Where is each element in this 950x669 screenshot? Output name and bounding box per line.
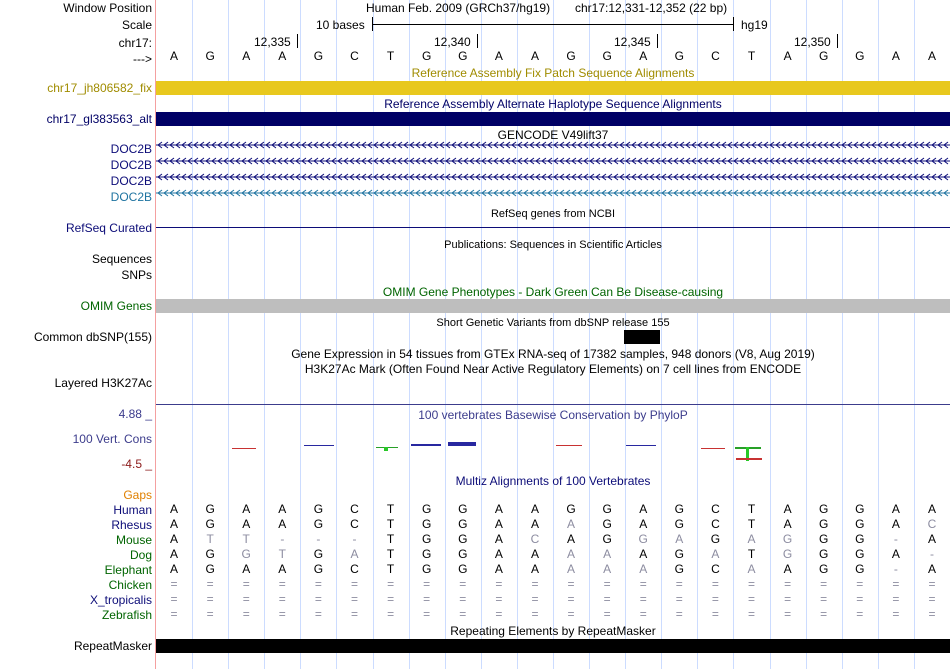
- alignment-base: =: [856, 577, 864, 591]
- alignment-base: G: [819, 562, 829, 576]
- alignment-base: A: [783, 502, 792, 516]
- alignment-base: =: [242, 577, 250, 591]
- alignment-base: C: [927, 517, 937, 531]
- alignment-base: G: [566, 502, 576, 516]
- alignment-base: A: [783, 562, 792, 576]
- alignment-base: A: [675, 532, 684, 546]
- sequence-base: A: [530, 49, 539, 63]
- track-title[interactable]: Short Genetic Variants from dbSNP release 155: [436, 317, 670, 329]
- alignment-base: G: [855, 502, 865, 516]
- track-label[interactable]: Elephant: [104, 563, 152, 577]
- alignment-base: =: [387, 577, 395, 591]
- alignment-base: G: [782, 547, 793, 561]
- track-label[interactable]: Common dbSNP(155): [33, 330, 152, 344]
- alignment-base: =: [206, 577, 214, 591]
- track-title[interactable]: 100 vertebrates Basewise Conservation by PhyloP: [418, 408, 688, 422]
- alignment-base: G: [855, 547, 865, 561]
- alignment-base: =: [423, 577, 431, 591]
- alignment-base: A: [567, 517, 576, 531]
- sequence-base: G: [819, 49, 829, 63]
- track-label[interactable]: DOC2B: [110, 174, 152, 188]
- sequence-base: A: [891, 49, 900, 63]
- phylop-mark: [411, 444, 441, 446]
- conservation-top-line: [156, 404, 950, 405]
- alignment-base: A: [891, 547, 900, 561]
- alignment-base: =: [495, 577, 503, 591]
- track-label[interactable]: 4.88 _: [118, 407, 152, 421]
- alignment-base: =: [278, 607, 286, 621]
- alignment-base: C: [350, 502, 359, 516]
- alignment-base: =: [820, 607, 828, 621]
- alignment-base: A: [278, 517, 287, 531]
- alignment-base: A: [567, 547, 576, 561]
- alignment-base: G: [819, 532, 829, 546]
- alignment-base: A: [567, 562, 576, 576]
- alignment-base: A: [639, 562, 648, 576]
- alignment-base: A: [350, 547, 359, 561]
- alignment-base: G: [819, 502, 829, 516]
- alignment-base: =: [928, 592, 936, 606]
- alignment-base: =: [928, 607, 936, 621]
- alignment-base: =: [784, 592, 792, 606]
- alignment-base: =: [711, 607, 719, 621]
- phylop-mark: [304, 445, 334, 446]
- alignment-base: G: [422, 532, 432, 546]
- sequence-base: A: [278, 49, 287, 63]
- scale-bar: [372, 24, 734, 25]
- alignment-base: T: [386, 562, 395, 576]
- ruler-tick: [837, 34, 838, 48]
- track-label[interactable]: DOC2B: [110, 190, 152, 204]
- alignment-base: =: [675, 577, 683, 591]
- alignment-base: =: [423, 592, 431, 606]
- alignment-base: -: [893, 562, 898, 576]
- alignment-base: =: [820, 577, 828, 591]
- phylop-mark: [448, 442, 476, 446]
- alignment-base: =: [314, 577, 322, 591]
- alignment-base: =: [856, 592, 864, 606]
- ruler-tick: [477, 34, 478, 48]
- scale-bar-right-tick: [733, 17, 734, 31]
- alignment-base: G: [241, 547, 251, 561]
- sequence-base: G: [205, 49, 215, 63]
- alignment-base: T: [386, 532, 395, 546]
- track-label[interactable]: Rhesus: [111, 518, 152, 532]
- sequence-base: G: [422, 49, 432, 63]
- assembly-title: Human Feb. 2009 (GRCh37/hg19): [366, 1, 551, 15]
- sequence-base: A: [494, 49, 503, 63]
- track-title[interactable]: H3K27Ac Mark (Often Found Near Active Regulatory Elements) on 7 cell lines from ENCODE: [304, 362, 802, 376]
- scale-db-label: hg19: [741, 18, 768, 32]
- dbsnp-variant[interactable]: [624, 330, 660, 344]
- alignment-base: A: [494, 562, 503, 576]
- alignment-base: =: [567, 607, 575, 621]
- alignment-base: A: [927, 502, 936, 516]
- alignment-base: A: [603, 547, 612, 561]
- alignment-base: A: [639, 502, 648, 516]
- alignment-base: =: [314, 592, 322, 606]
- alignment-base: =: [856, 607, 864, 621]
- track-label[interactable]: -4.5 _: [121, 457, 152, 471]
- track-label[interactable]: Chicken: [108, 578, 152, 592]
- alignment-base: A: [567, 532, 576, 546]
- alignment-base: C: [350, 562, 359, 576]
- track-label[interactable]: chr17_gl383563_alt: [46, 112, 152, 126]
- alignment-base: =: [459, 577, 467, 591]
- track-label[interactable]: 100 Vert. Cons: [72, 432, 152, 446]
- alignment-base: =: [747, 577, 755, 591]
- alignment-base: -: [316, 532, 321, 546]
- alignment-base: G: [313, 562, 324, 576]
- sequence-base: G: [313, 49, 324, 63]
- alignment-base: G: [674, 547, 684, 561]
- ruler-position-label: 12,340: [434, 35, 471, 49]
- alignment-base: G: [422, 502, 432, 516]
- alignment-base: A: [278, 562, 287, 576]
- alignment-base: G: [313, 517, 324, 531]
- alignment-base: T: [242, 532, 250, 546]
- alignment-base: -: [280, 532, 285, 546]
- alignment-base: -: [893, 532, 898, 546]
- alignment-base: =: [495, 592, 503, 606]
- alignment-base: A: [530, 547, 539, 561]
- sequence-base: A: [242, 49, 251, 63]
- alignment-base: =: [242, 607, 250, 621]
- track-label[interactable]: DOC2B: [110, 158, 152, 172]
- sequence-base: G: [674, 49, 684, 63]
- refseq-line[interactable]: [156, 227, 950, 228]
- alignment-base: T: [386, 502, 395, 516]
- alignment-base: G: [855, 562, 865, 576]
- alignment-base: =: [350, 607, 358, 621]
- track-title[interactable]: Repeating Elements by RepeatMasker: [450, 624, 656, 638]
- track-title[interactable]: Multiz Alignments of 100 Vertebrates: [455, 474, 651, 488]
- alignment-base: A: [494, 502, 503, 516]
- alignment-base: =: [567, 592, 575, 606]
- alignment-base: A: [783, 517, 792, 531]
- alignment-base: G: [205, 502, 215, 516]
- alignment-base: =: [675, 607, 683, 621]
- track-label[interactable]: X_tropicalis: [89, 593, 152, 607]
- sequence-base: G: [566, 49, 576, 63]
- alignment-base: T: [747, 517, 756, 531]
- alignment-base: G: [422, 562, 432, 576]
- phylop-mark: [384, 447, 388, 451]
- track-title[interactable]: GENCODE V49lift37: [497, 128, 609, 142]
- track-label[interactable]: Human: [113, 503, 152, 517]
- alignment-base: G: [458, 502, 468, 516]
- alignment-base: =: [495, 607, 503, 621]
- alignment-base: G: [422, 547, 432, 561]
- alignment-base: =: [784, 607, 792, 621]
- alignment-base: A: [242, 502, 251, 516]
- track-label[interactable]: Window Position: [63, 1, 152, 15]
- alignment-base: =: [206, 607, 214, 621]
- scale-label: 10 bases: [316, 18, 365, 32]
- track-image-panel[interactable]: [156, 0, 950, 669]
- alignment-base: A: [494, 547, 503, 561]
- sequence-base: T: [747, 49, 756, 63]
- track-label[interactable]: RepeatMasker: [73, 639, 152, 653]
- alignment-base: A: [278, 502, 287, 516]
- track-label[interactable]: Zebrafish: [101, 608, 152, 622]
- alignment-base: =: [639, 607, 647, 621]
- alignment-base: =: [567, 577, 575, 591]
- track-title[interactable]: Gene Expression in 54 tissues from GTEx RNA-seq of 17382 samples, 948 donors (V8, Aug 2019): [291, 347, 815, 361]
- alignment-base: T: [386, 517, 395, 531]
- alignment-base: A: [747, 562, 756, 576]
- alignment-base: =: [820, 592, 828, 606]
- alignment-base: =: [784, 577, 792, 591]
- track-label[interactable]: DOC2B: [110, 142, 152, 156]
- phylop-conservation-plot[interactable]: [156, 430, 950, 470]
- alignment-base: A: [170, 532, 179, 546]
- alignment-base: A: [494, 517, 503, 531]
- alignment-base: =: [170, 607, 178, 621]
- alignment-base: -: [929, 547, 934, 561]
- alignment-base: =: [170, 592, 178, 606]
- alignment-base: A: [170, 562, 179, 576]
- ruler-position-label: 12,345: [614, 35, 651, 49]
- alignment-base: G: [602, 517, 612, 531]
- alignment-base: =: [459, 607, 467, 621]
- alignment-base: =: [747, 607, 755, 621]
- alignment-base: G: [313, 547, 324, 561]
- track-title[interactable]: OMIM Gene Phenotypes - Dark Green Can Be Disease-causing: [382, 285, 724, 299]
- gencode-transcripts[interactable]: [156, 140, 950, 204]
- alignment-base: A: [530, 562, 539, 576]
- alignment-base: =: [711, 577, 719, 591]
- alignment-base: =: [242, 592, 250, 606]
- alignment-base: G: [782, 532, 793, 546]
- track-title[interactable]: RefSeq genes from NCBI: [490, 208, 616, 220]
- alignment-base: G: [710, 532, 721, 546]
- alignment-base: =: [314, 607, 322, 621]
- alignment-base: =: [603, 607, 611, 621]
- alignment-base: =: [459, 592, 467, 606]
- sequence-base: A: [927, 49, 936, 63]
- alignment-base: G: [458, 562, 468, 576]
- track-label[interactable]: Mouse: [115, 533, 152, 547]
- track-label[interactable]: OMIM Genes: [80, 299, 152, 313]
- alignment-base: T: [747, 502, 756, 516]
- alignment-base: A: [927, 532, 936, 546]
- sequence-base: G: [602, 49, 612, 63]
- alignment-base: =: [892, 577, 900, 591]
- sequence-base: G: [855, 49, 865, 63]
- alignment-base: A: [530, 502, 539, 516]
- alignment-base: A: [242, 562, 251, 576]
- alignment-base: A: [530, 517, 539, 531]
- alignment-base: =: [531, 592, 539, 606]
- alignment-base: =: [892, 607, 900, 621]
- alignment-base: A: [494, 532, 503, 546]
- phylop-mark: [626, 445, 656, 446]
- alignment-base: =: [711, 592, 719, 606]
- alignment-base: =: [639, 592, 647, 606]
- track-title[interactable]: Publications: Sequences in Scientific Articles: [444, 239, 662, 251]
- alignment-base: A: [747, 532, 756, 546]
- alignment-base: C: [530, 532, 540, 546]
- alignment-base: A: [927, 562, 936, 576]
- alignment-base: =: [747, 592, 755, 606]
- alignment-base: G: [819, 517, 829, 531]
- alignment-base: =: [387, 607, 395, 621]
- phylop-mark: [736, 458, 762, 460]
- sequence-base: A: [639, 49, 648, 63]
- window-position-text: chr17:12,331-12,352 (22 bp): [575, 1, 728, 15]
- alignment-base: G: [458, 532, 468, 546]
- alignment-base: C: [711, 502, 720, 516]
- track-label[interactable]: RefSeq Curated: [65, 221, 152, 235]
- ruler-position-label: 12,350: [794, 35, 831, 49]
- alignment-base: =: [603, 592, 611, 606]
- ruler-position-label: 12,335: [254, 35, 291, 49]
- alignment-base: C: [350, 517, 359, 531]
- sequence-base: A: [783, 49, 792, 63]
- alignment-base: A: [639, 517, 648, 531]
- alt-haplotype-bar[interactable]: [156, 112, 950, 126]
- alignment-base: A: [170, 547, 179, 561]
- sequence-base: T: [386, 49, 395, 63]
- alignment-base: =: [170, 577, 178, 591]
- alignment-base: T: [747, 547, 756, 561]
- track-label[interactable]: chr17:: [118, 36, 152, 50]
- track-label[interactable]: Scale: [121, 18, 152, 32]
- alignment-base: A: [603, 562, 612, 576]
- alignment-base: A: [711, 547, 720, 561]
- ruler-tick: [657, 34, 658, 48]
- alignment-base: T: [206, 532, 214, 546]
- alignment-base: =: [603, 577, 611, 591]
- phylop-mark: [232, 448, 256, 449]
- alignment-base: A: [170, 502, 179, 516]
- alignment-base: G: [422, 517, 432, 531]
- track-title[interactable]: Reference Assembly Fix Patch Sequence Alignments: [411, 66, 695, 80]
- track-label[interactable]: --->: [133, 52, 152, 66]
- alignment-base: G: [855, 532, 865, 546]
- alignment-base: C: [711, 517, 720, 531]
- alignment-base: G: [205, 562, 215, 576]
- alignment-base: A: [170, 517, 179, 531]
- alignment-base: =: [278, 592, 286, 606]
- alignment-base: =: [639, 577, 647, 591]
- track-label[interactable]: Gaps: [123, 488, 152, 502]
- alignment-base: G: [458, 547, 468, 561]
- alignment-base: =: [675, 592, 683, 606]
- track-title[interactable]: Reference Assembly Alternate Haplotype Sequence Alignments: [384, 97, 722, 111]
- phylop-mark: [701, 448, 725, 449]
- fix-patch-bar[interactable]: [156, 81, 950, 95]
- omim-bar[interactable]: [156, 299, 950, 313]
- repeatmasker-bar[interactable]: [156, 639, 950, 653]
- alignment-base: A: [891, 517, 900, 531]
- alignment-base: G: [674, 517, 684, 531]
- alignment-base: G: [602, 502, 612, 516]
- alignment-base: G: [313, 502, 324, 516]
- alignment-base: G: [674, 562, 684, 576]
- alignment-base: T: [278, 547, 286, 561]
- alignment-base: -: [352, 532, 357, 546]
- alignment-base: G: [638, 532, 648, 546]
- alignment-base: T: [386, 547, 395, 561]
- alignment-base: G: [855, 517, 865, 531]
- sequence-base: C: [711, 49, 720, 63]
- track-label[interactable]: SNPs: [121, 268, 152, 282]
- ruler-tick: [297, 34, 298, 48]
- alignment-base: G: [602, 532, 612, 546]
- alignment-base: =: [350, 592, 358, 606]
- alignment-base: C: [711, 562, 720, 576]
- alignment-base: =: [423, 607, 431, 621]
- track-label[interactable]: chr17_jh806582_fix: [47, 81, 152, 95]
- phylop-mark: [556, 445, 582, 446]
- alignment-base: =: [278, 577, 286, 591]
- alignment-base: G: [674, 502, 684, 516]
- sequence-base: C: [350, 49, 359, 63]
- alignment-base: G: [458, 517, 468, 531]
- sequence-base: A: [170, 49, 179, 63]
- alignment-base: =: [531, 577, 539, 591]
- alignment-base: =: [206, 592, 214, 606]
- alignment-base: =: [892, 592, 900, 606]
- alignment-base: G: [205, 547, 215, 561]
- alignment-base: =: [928, 577, 936, 591]
- alignment-base: G: [205, 517, 215, 531]
- alignment-base: G: [819, 547, 829, 561]
- alignment-base: A: [242, 517, 251, 531]
- track-label[interactable]: Layered H3K27Ac: [54, 376, 152, 390]
- alignment-base: =: [531, 607, 539, 621]
- track-labels-panel: [0, 0, 155, 669]
- track-label[interactable]: Dog: [129, 548, 152, 562]
- alignment-base: A: [891, 502, 900, 516]
- sequence-base: G: [458, 49, 468, 63]
- track-label[interactable]: Sequences: [91, 252, 152, 266]
- alignment-base: =: [387, 592, 395, 606]
- alignment-base: =: [350, 577, 358, 591]
- alignment-base: A: [639, 547, 648, 561]
